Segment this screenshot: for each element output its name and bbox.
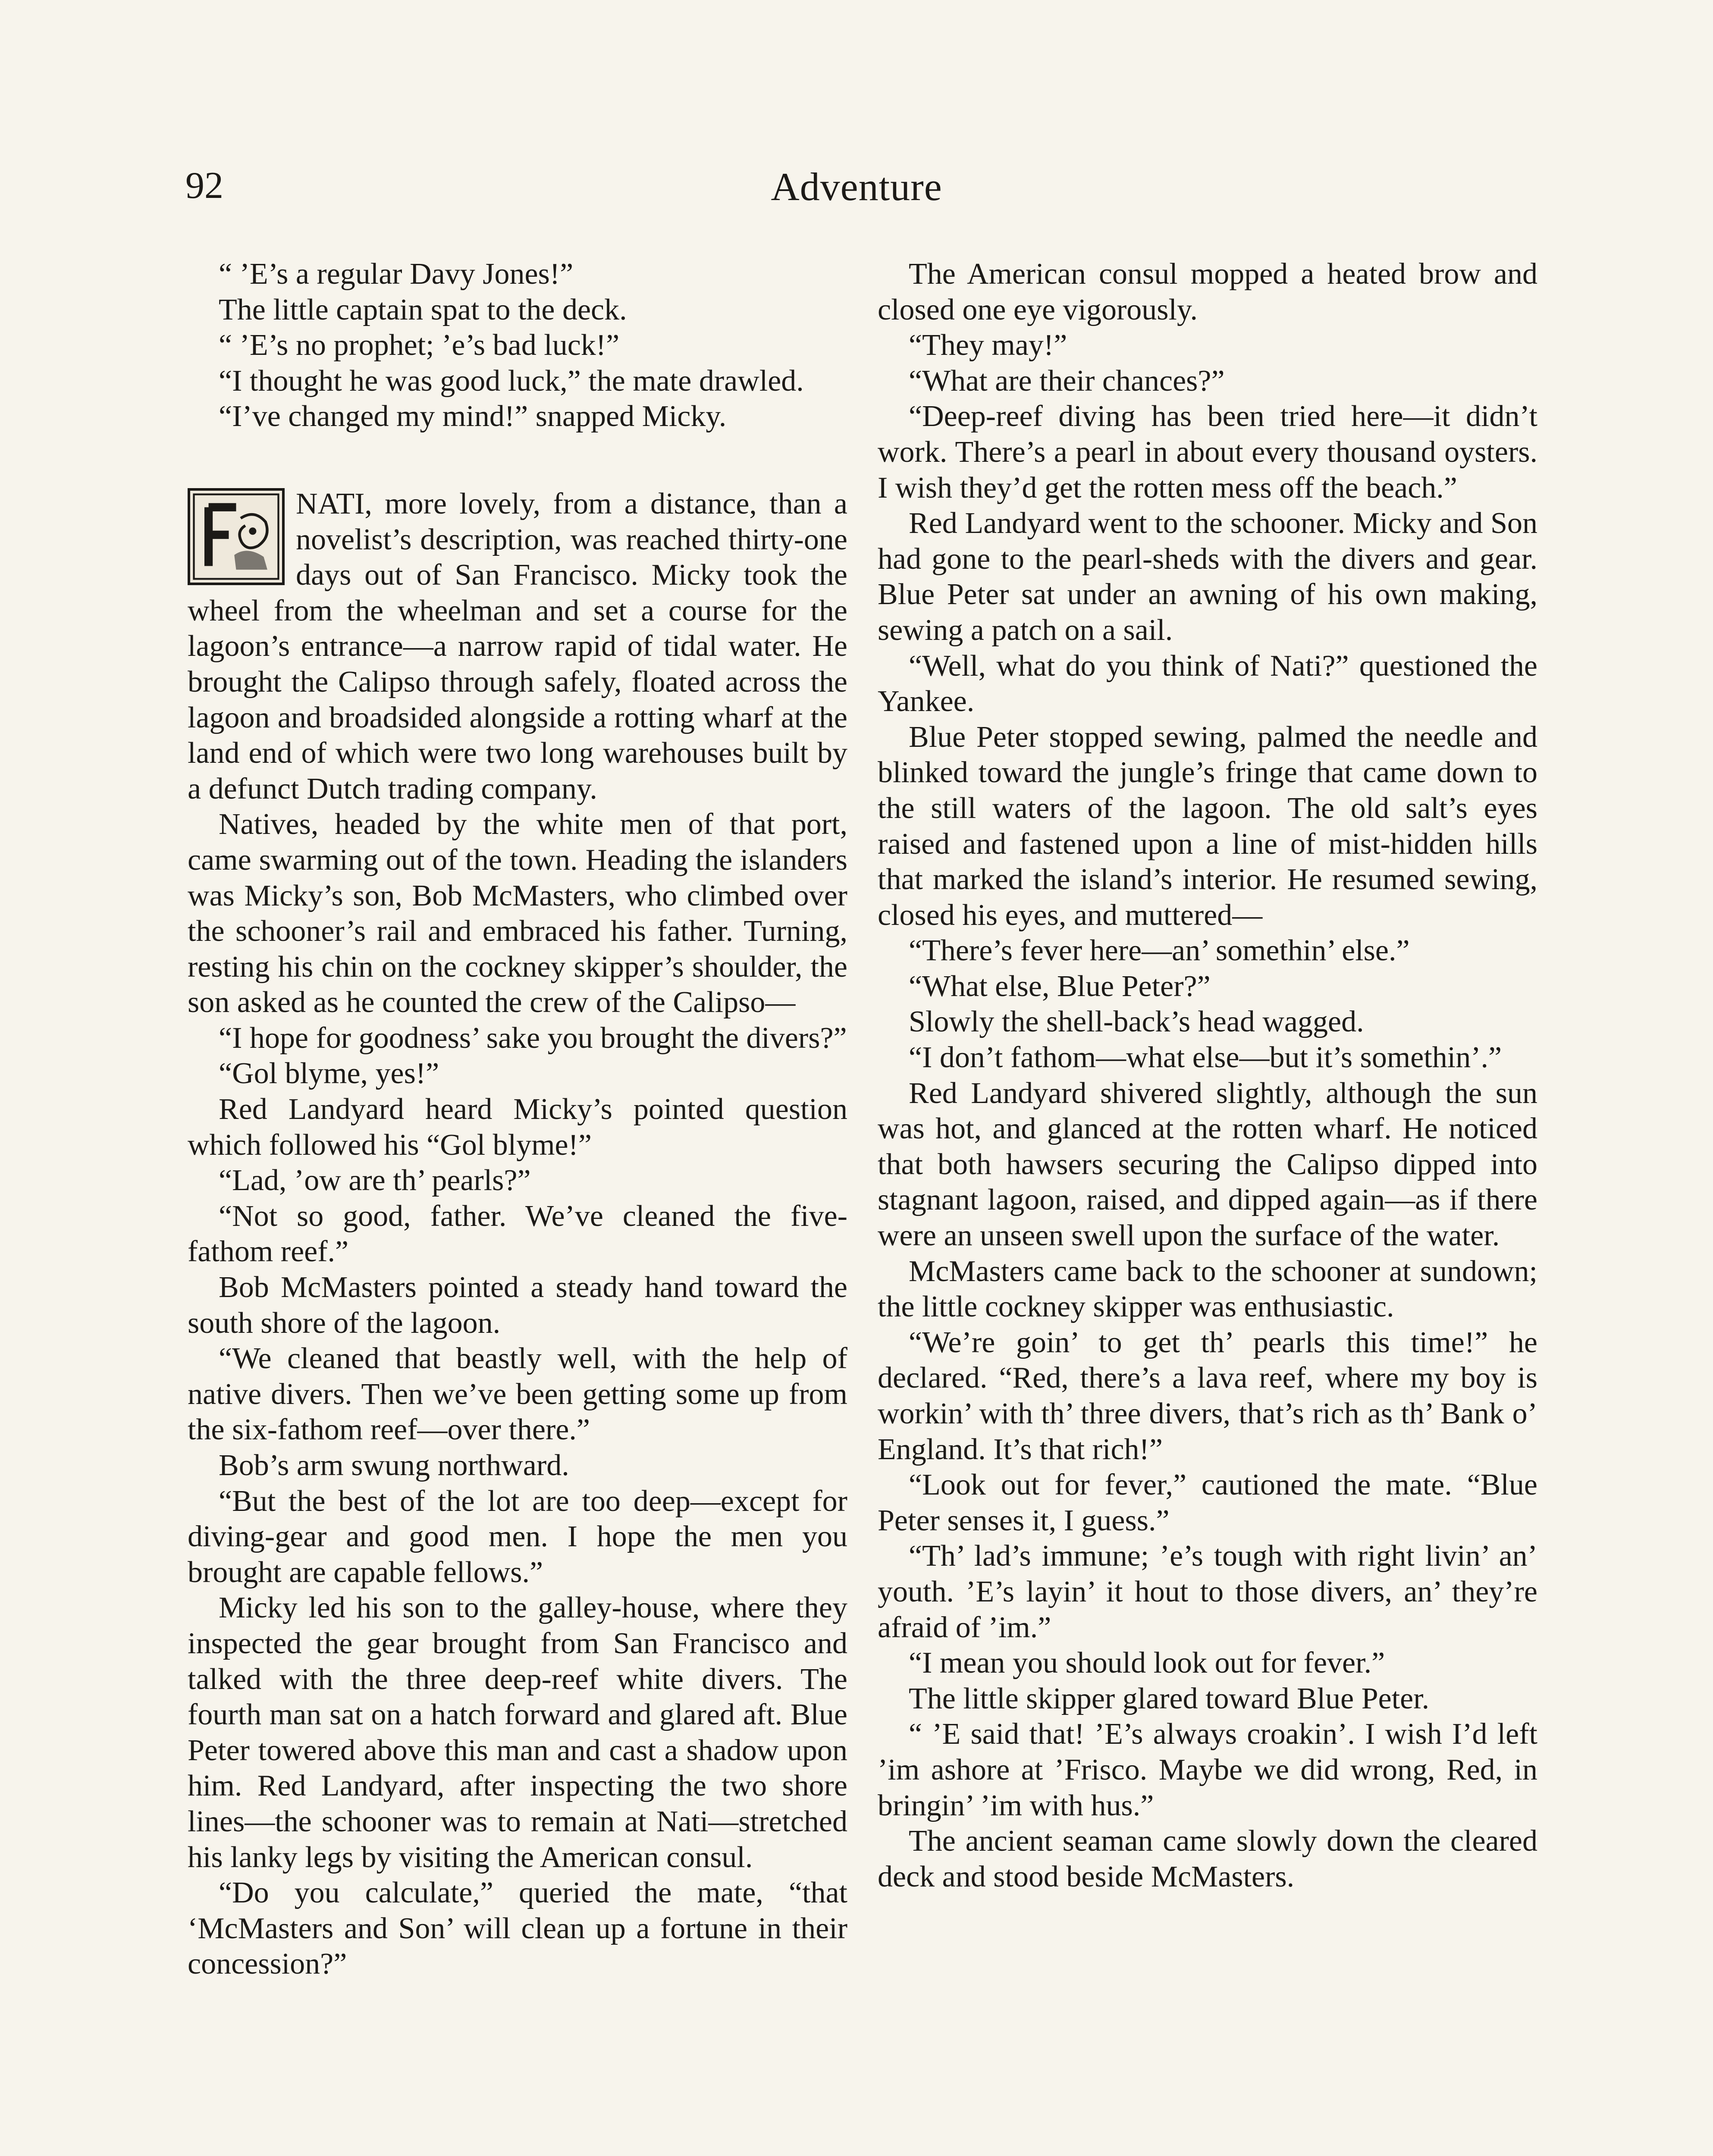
paragraph: Blue Peter stopped sewing, palmed the needle and blinked toward the jungle’s fringe that came down to the still waters of the lagoon. The old salt’s eyes raised and fastened upon a line of mist-hidden hills that marked the island’s interior. He resumed sewing, closed his eyes, and muttered— [878, 720, 1537, 932]
paragraph: “They may!” [909, 329, 1067, 362]
running-title: Adventure [771, 165, 942, 209]
paragraph: “ ’E’s a regular Davy Jones!” [219, 257, 574, 291]
page-header [185, 164, 1528, 224]
paragraph: The little captain spat to the deck. [219, 293, 627, 326]
paragraph: Slowly the shell-back’s head wagged. [909, 1005, 1364, 1039]
paragraph: “I’ve changed my mind!” snapped Micky. [219, 400, 727, 433]
paragraph-drop-cap: NATI, more lovely, from a distance, than a novelist’s description, was reached thirty-one days out of San Francisco. Micky took the wheel from the wheelman and set a course for the lagoon’s entrance—a narrow rapid of tidal water. He brought the Calipso through safely, floated across the lagoon and broadsided alongside a rotting wharf at the land end of which were two long warehouses built by a defunct Dutch trading company. [188, 487, 847, 805]
paragraph: “Deep-reef diving has been tried here—it didn’t work. There’s a pearl in about every thousand oysters. I wish they’d get the rotten mess off the beach.” [878, 400, 1537, 505]
paragraph: “What else, Blue Peter?” [909, 969, 1211, 1003]
paragraph: Micky led his son to the galley-house, where they inspected the gear brought from San Francisco and talked with the three deep-reef white divers. The fourth man sat on a hatch forward and glared aft. Blue Peter towered above this man and cast a shadow upon him. Red Landyard, after inspecting the two shore lines—the schooner was to remain at Nati—stretched his lanky legs by visiting the American consul. [188, 1591, 847, 1874]
paragraph: “I hope for goodness’ sake you brought the divers?” [219, 1021, 847, 1055]
paragraph: Red Landyard shivered slightly, although the sun was hot, and glanced at the rotten wharf. He noticed that both hawsers securing the Calipso dipped into stagnant lagoon, raised, and dipped again—as if there were an unseen swell upon the surface of the water. [878, 1076, 1537, 1253]
paragraph: McMasters came back to the schooner at sundown; the little cockney skipper was enthusiastic. [878, 1254, 1537, 1324]
paragraph: “Th’ lad’s immune; ’e’s tough with right livin’ an’ youth. ’E’s layin’ it hout to those divers, an’ they’re afraid of ’im.” [878, 1539, 1537, 1644]
paragraph: The ancient seaman came slowly down the cleared deck and stood beside McMasters. [878, 1824, 1537, 1893]
paragraph: “There’s fever here—an’ somethin’ else.” [909, 934, 1410, 968]
page-number: 92 [185, 165, 223, 207]
paragraph: “I thought he was good luck,” the mate drawled. [219, 364, 804, 398]
right-column [878, 257, 1537, 1895]
paragraph: Bob McMasters pointed a steady hand toward the south shore of the lagoon. [188, 1271, 847, 1340]
paragraph: “ ’E said that! ’E’s always croakin’. I wish I’d left ’im ashore at ’Frisco. Maybe we did wrong, Red, in bringin’ ’im with hus.” [878, 1717, 1537, 1822]
paragraph: “ ’E’s no prophet; ’e’s bad luck!” [219, 329, 620, 362]
section-break [188, 435, 847, 486]
paragraph: “We cleaned that beastly well, with the help of native divers. Then we’ve been getting some up from the six-fathom reef—over there.” [188, 1342, 847, 1447]
paragraph: Red Landyard heard Micky’s pointed question which followed his “Gol blyme!” [188, 1093, 847, 1162]
paragraph: “Do you calculate,” queried the mate, “that ‘McMasters and Son’ will clean up a fortune in their concession?” [188, 1876, 847, 1981]
paragraph: “Lad, ’ow are th’ pearls?” [219, 1164, 531, 1197]
decorative-initial-letter-icon [188, 488, 285, 585]
paragraph: “Not so good, father. We’ve cleaned the five-fathom reef.” [188, 1199, 847, 1269]
paragraph: “But the best of the lot are too deep—except for diving-gear and good men. I hope the men you brought are capable fellows.” [188, 1484, 847, 1589]
paragraph: “What are their chances?” [909, 364, 1225, 398]
paragraph: Natives, headed by the white men of that port, came swarming out of the town. Heading the islanders was Micky’s son, Bob McMasters, who climbed over the schooner’s rail and embraced his father. Turning, resting his chin on the cockney skipper’s shoulder, the son asked as he counted the crew of the Calipso— [188, 808, 847, 1019]
paragraph: “We’re goin’ to get th’ pearls this time!” he declared. “Red, there’s a lava reef, where my boy is workin’ with th’ three divers, that’s rich as th’ Bank o’ England. It’s that rich!” [878, 1326, 1537, 1466]
paragraph: “Look out for fever,” cautioned the mate. “Blue Peter senses it, I guess.” [878, 1468, 1537, 1537]
left-column [188, 257, 847, 1982]
paragraph: Bob’s arm swung northward. [219, 1449, 569, 1482]
paragraph: The little skipper glared toward Blue Peter. [909, 1682, 1430, 1715]
paragraph: “I don’t fathom—what else—but it’s somethin’.” [909, 1041, 1502, 1075]
paragraph: “I mean you should look out for fever.” [909, 1646, 1385, 1680]
paragraph: “Well, what do you think of Nati?” questioned the Yankee. [878, 649, 1537, 718]
paragraph: “Gol blyme, yes!” [219, 1057, 439, 1091]
paragraph: Red Landyard went to the schooner. Micky and Son had gone to the pearl-sheds with the divers and gear. Blue Peter sat under an awning of his own making, sewing a patch on a sail. [878, 507, 1537, 647]
paragraph: The American consul mopped a heated brow and closed one eye vigorously. [878, 257, 1537, 326]
